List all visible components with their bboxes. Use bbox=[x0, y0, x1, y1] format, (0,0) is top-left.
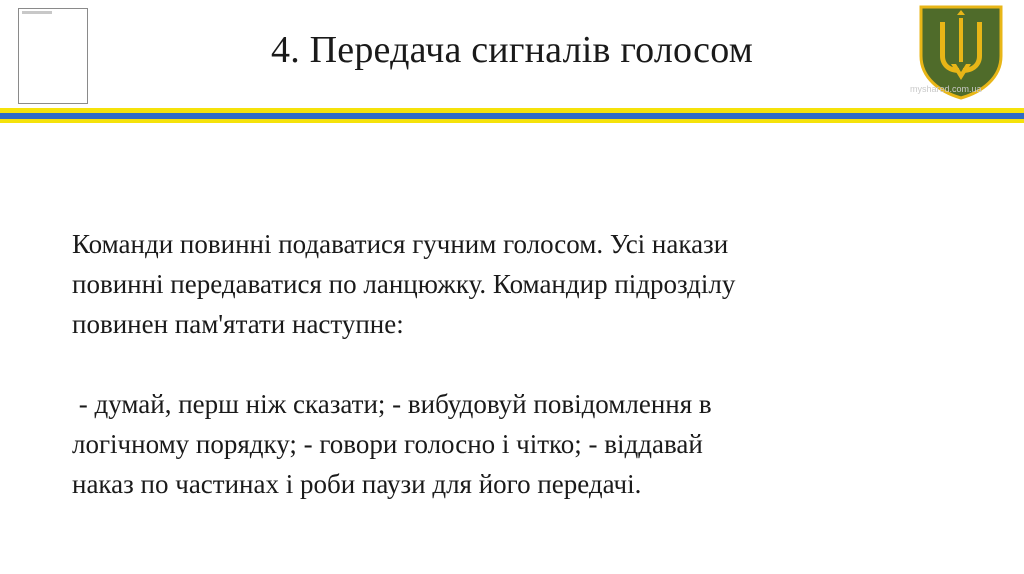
slide-title: 4. Передача сигналів голосом bbox=[271, 29, 753, 71]
stripe-yellow-bottom bbox=[0, 119, 1024, 123]
body-line: Команди повинні подаватися гучним голосом. Усі накази bbox=[72, 229, 729, 259]
body-line: логічному порядку; - говори голосно і чітко; - віддавай bbox=[72, 429, 703, 459]
paragraph-spacer bbox=[72, 344, 952, 384]
body-line: повинні передаватися по ланцюжку. Командир підрозділу bbox=[72, 269, 736, 299]
paragraph-rules bbox=[72, 384, 952, 504]
body-line: наказ по частинах і роби паузи для його передачі. bbox=[72, 469, 642, 499]
paragraph-commands bbox=[72, 224, 952, 344]
watermark-text: myshared.com.ua bbox=[910, 84, 982, 94]
body-line: повинен пам'ятати наступне: bbox=[72, 309, 404, 339]
body-line: - думай, перш ніж сказати; - вибудовуй повідомлення в bbox=[72, 389, 712, 419]
placeholder-caption bbox=[22, 11, 52, 14]
slide-body bbox=[72, 224, 952, 504]
